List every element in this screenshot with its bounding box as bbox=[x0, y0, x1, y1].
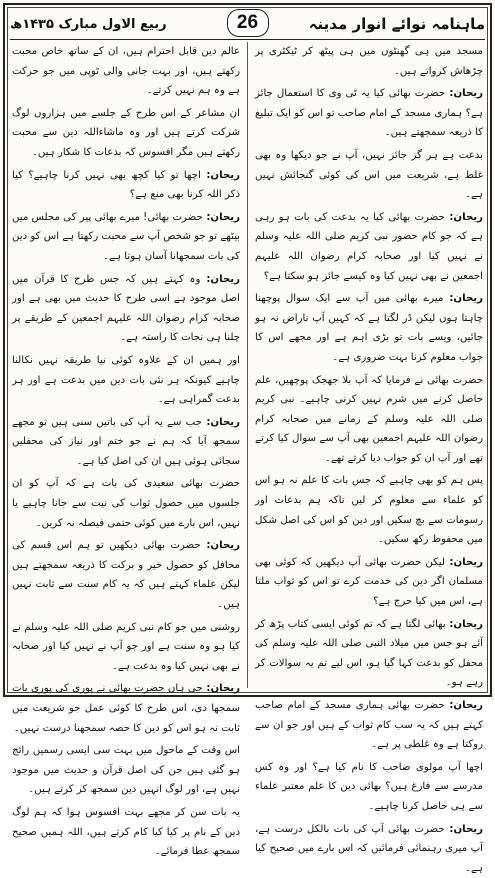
right-column bbox=[255, 42, 483, 874]
speaker-label: ریحان: bbox=[444, 556, 483, 568]
paragraph bbox=[255, 42, 483, 81]
paragraph-text: میرے بھائی میں آپ سے ایک سوال پوچھنا چاہتا ہوں لیکن ڈر لگتا ہے کہ کہیں آپ ناراض نہ ہو جائیں، ویسے بات تو بڑی اہم ہے اور مجھے اس کا جواب معلوم کرنا بہت ضروری ہے۔ bbox=[255, 293, 483, 363]
magazine-title: ماہنامہ نوائے انوار مدینہ bbox=[308, 15, 485, 33]
paragraph-text: جب سے یہ آپ کی باتیں سنی ہیں تو مجھے سمجھ آیا کہ ہم نے جو ختم اور نیاز کی محفلیں سجائی ہوئی ہیں ان کی اصل کیا ہے۔ bbox=[12, 416, 240, 467]
paragraph bbox=[255, 696, 483, 755]
paragraph bbox=[12, 104, 240, 163]
paragraph-text: حضرت بھائی آپ کی بات بالکل درست ہے، آپ میری رہنمائی فرمائیں کہ اس بارے میں صحیح کیا ہے۔ bbox=[255, 823, 483, 874]
text-columns bbox=[12, 42, 483, 874]
paragraph bbox=[12, 270, 240, 348]
paragraph bbox=[255, 615, 483, 693]
paragraph bbox=[12, 413, 240, 472]
paragraph bbox=[12, 618, 240, 677]
paragraph bbox=[12, 474, 240, 533]
paragraph bbox=[12, 679, 240, 738]
paragraph-text: حضرت بھائی کیا یہ ٹی وی کا استعمال جائز ہے؟ ہماری مسجد کے امام صاحب تو اس کو ایک تبلیغ کا ذریعہ سمجھتے ہیں۔ bbox=[255, 88, 483, 139]
paragraph-text: حضرت بھائی کیا یہ بدعت کی بات ہو رہی ہے کہ جو کام حضور نبی کریم صلی اللہ علیہ وسلم نے نہیں کیا اور صحابہ کرام رضوان اللہ علیہم اجمعین نے بھی نہیں کیا وہ کیسے جائز ہو سکتا ہے؟ bbox=[255, 211, 483, 282]
paragraph bbox=[255, 471, 483, 549]
paragraph bbox=[255, 758, 483, 817]
paragraph-text: حضرت بھائی دیکھیں تو ہم اس قسم کی محافل کو حصول خیر و برکت کا ذریعہ سمجھتے ہیں لیکن علماء کہتے ہیں کہ یہ کام سنت سے ثابت نہیں ہیں۔ bbox=[12, 540, 240, 611]
paragraph-text: پس ہم کو بھی چاہیے کہ جس بات کا علم نہ ہو اس کو علماء سے معلوم کر لیں تاکہ ہم بدعات اور رسومات سے بچ سکیں اور دین کو اس کی اصل شکل میں محفوظ رکھ سکیں۔ bbox=[255, 475, 483, 546]
paragraph-text: حضرت بھائی سعیدی کی بات ہے کہ آپ کو ان جلسوں میں حصول ثواب کی نیت سے جانا چاہیے یا نہیں، اس بارے میں کوئی حتمی فیصلہ نہ کریں۔ bbox=[12, 478, 240, 529]
paragraph bbox=[255, 553, 483, 612]
paragraph-text: اچھا تو کیا کچھ بھی نہیں کرنا چاہیے؟ کیا ذکر اللہ کرنا بھی منع ہے؟ bbox=[12, 169, 240, 201]
paragraph bbox=[12, 351, 240, 410]
speaker-label: ریحان: bbox=[201, 416, 240, 428]
paragraph-text: حضرت بھائی نے فرمایا کہ آپ بلا جھجک پوچھیں، علم حاصل کرنے میں شرم نہیں کرنی چاہیے۔ نبی کریم صلی اللہ علیہ وسلم کے زمانے میں صحابہ کرام رضوان اللہ علیہم اجمعین بھی آپ سے سوال کیا کرتے تھے اور آپ ان کو جواب دیا کرتے تھے۔ bbox=[255, 374, 483, 464]
paragraph-text: ان مشاعر کے اس طرح کے جلسے میں ہزاروں لوگ شرکت کرتے ہیں اور وہ ماشاءاللہ دین سے محبت رکھتے ہیں مگر افسوس کہ بدعات کا شکار ہیں۔ bbox=[12, 107, 240, 158]
paragraph-text: بھائی لگتا ہے کہ تم کوئی ایسی کتاب پڑھ کر آئے ہو جس میں میلاد النبی صلی اللہ علیہ وسلم کی محفل کو بدعت کہا گیا ہو، اس لیے تم یہ سوالات کر رہے ہو۔ bbox=[255, 618, 483, 689]
speaker-label: ریحان: bbox=[202, 683, 240, 695]
paragraph-text: حضرت بھائی ہماری مسجد کے امام صاحب کہتے ہیں کہ یہ سب کام ثواب کے ہیں اور جو ان سے روکتا ہے وہ غلطی پر ہے۔ bbox=[255, 700, 483, 751]
paragraph-text: وہ کہتے ہیں کہ جس طرح کا قرآن میں اصل موجود ہے اسی طرح کا حدیث میں بھی ہے اور صحابہ کرام رضوان اللہ علیہم اجمعین کے طریقے پر چلنا ہی نجات کا راستہ ہے۔ bbox=[12, 273, 240, 344]
speaker-label: ریحان: bbox=[444, 700, 483, 711]
speaker-label: ریحان: bbox=[200, 273, 240, 285]
paragraph-text: اس وقت کے ماحول میں بہت سی ایسی رسمیں رائج ہو گئی ہیں جن کی اصل قرآن و حدیث میں موجود نہیں ہے، اور لوگ انہیں دین سمجھ کر کرتے ہیں۔ bbox=[12, 745, 240, 796]
paragraph bbox=[255, 371, 483, 469]
left-column bbox=[12, 42, 240, 858]
paragraph-text: حضرت بھائی! میرے بھائی پیر کی مجلس میں بیٹھے تو جو شخص آپ سے محبت رکھتا ہے اس کو دین کی بات سمجھانا آسان ہوتا ہے۔ bbox=[12, 211, 240, 262]
speaker-label: ریحان: bbox=[445, 618, 483, 630]
paragraph-text: مسجد میں ہی گھنٹوں میں ہی پیٹھ کر ٹیکٹری پر چڑھاش کرواتے ہیں۔ bbox=[255, 46, 483, 77]
paragraph-text: اور ہمیں ان کے علاوہ کوئی نیا طریقہ نہیں نکالنا چاہیے کیونکہ ہر نئی بات دین میں بدعت ہے اور ہر بدعت گمراہی ہے۔ bbox=[12, 354, 240, 406]
paragraph-text: لیکن حضرت بھائی آپ دیکھیں کہ کوئی بھی مسلمان اگر دین کی خدمت کرے تو اس کو ثواب ملتا ہے، اس میں کیا حرج ہے؟ bbox=[255, 556, 483, 608]
speaker-label: ریحان: bbox=[444, 823, 483, 835]
paragraph bbox=[255, 289, 483, 367]
paragraph bbox=[12, 741, 240, 800]
paragraph-text: عالم دین قابل احترام ہیں، ان کے ساتھ خاص محبت رکھتے ہیں، اور بہت جانی والی ٹوپی میں جو حرکت ہے وہ ہم نہیں کرتے۔ bbox=[12, 46, 240, 97]
speaker-label: ریحان: bbox=[444, 211, 483, 223]
issue-date: ربیع الاول مبارک ۱۴۳۵ھ bbox=[10, 16, 167, 32]
paragraph bbox=[12, 208, 240, 267]
paragraph bbox=[255, 208, 483, 286]
paragraph bbox=[12, 803, 240, 862]
paragraph-text: اچھا آپ مولوی صاحب کا نام کیا ہے؟ اور وہ کس مدرسے سے فارغ ہیں؟ بھائی دین کا علم معتبر علماء سے ہی حاصل کرنا چاہیے۔ bbox=[255, 761, 483, 812]
paragraph bbox=[12, 42, 240, 101]
page-number: 26 bbox=[227, 9, 269, 37]
paragraph-text: یہ بات سن کر مجھے بہت افسوس ہوا کہ ہم لوگ دین کے نام پر کیا کیا کام کرتے ہیں، اللہ ہمیں صحیح سمجھ عطا فرمائے۔ bbox=[12, 806, 240, 858]
column-divider bbox=[247, 42, 248, 688]
speaker-label: ریحان: bbox=[445, 88, 483, 100]
speaker-label: ریحان: bbox=[200, 540, 240, 552]
paragraph bbox=[12, 166, 240, 205]
paragraph bbox=[12, 536, 240, 614]
paragraph bbox=[255, 820, 483, 878]
paragraph-text: بدعت ہے ہر گز جائز نہیں، آپ نے جو دیکھا وہ بھی غلط ہے، شریعت میں اس کی کوئی گنجائش نہیں ہے۔ bbox=[255, 149, 483, 201]
paragraph bbox=[255, 146, 483, 205]
speaker-label: ریحان: bbox=[200, 169, 240, 181]
paragraph bbox=[255, 84, 483, 143]
paragraph-text: روشنی میں جو کام نبی کریم صلی اللہ علیہ وسلم نے کیا ہو وہ سنت ہے اور جو آپ نے نہیں کیا اور صحابہ نے بھی نہیں کیا وہ بدعت ہے۔ bbox=[12, 621, 240, 672]
speaker-label: ریحان: bbox=[202, 211, 240, 223]
speaker-label: ریحان: bbox=[443, 293, 483, 305]
paragraph-text: جی ہاں حضرت بھائی نے پوری کی پوری بات سمجھا دی، اس طرح کا کوئی عمل جو شریعت میں ثابت نہ ہو اس کو دین کا حصہ سمجھنا درست نہیں۔ bbox=[12, 683, 240, 734]
